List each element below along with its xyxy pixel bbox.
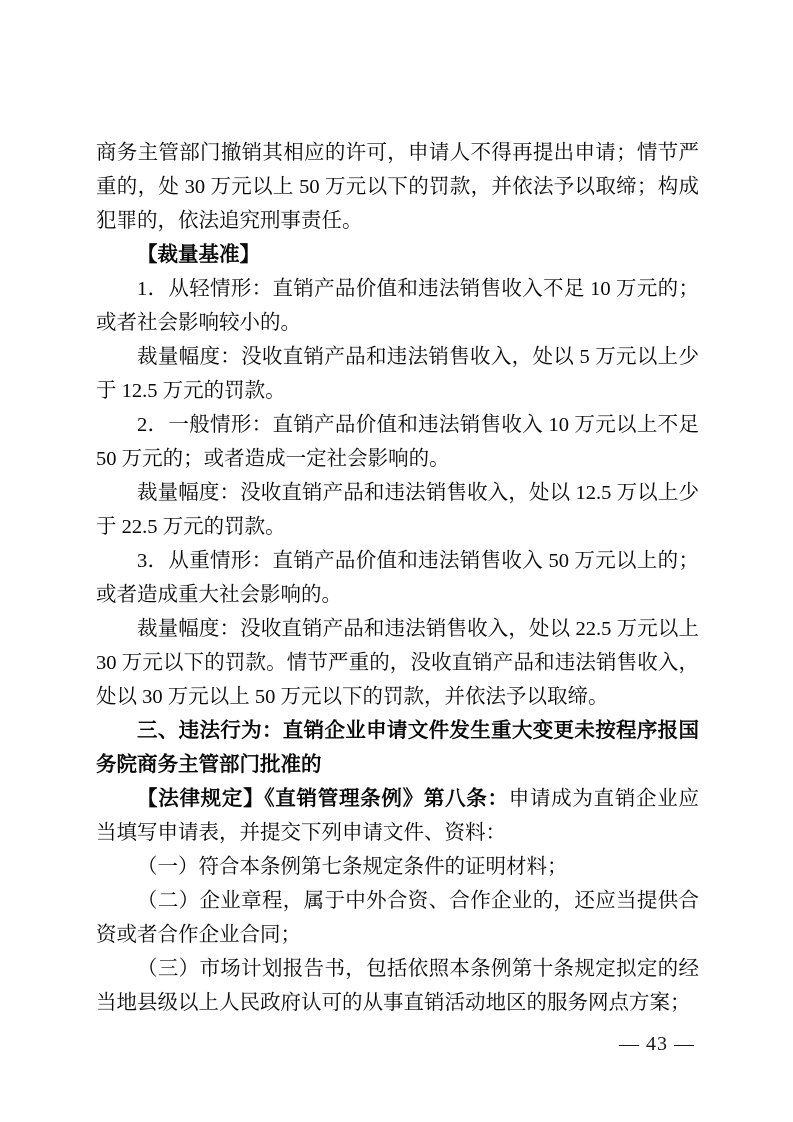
- para-item3-discretion-range: 裁量幅度：没收直销产品和违法销售收入，处以 22.5 万元以上 30 万元以下的罚款。情节严重的，没收直销产品和违法销售收入，处以 30 万元以上 50 万元以下的罚款，并依法予以取缔。: [96, 618, 699, 708]
- heading-violation-three: 三、违法行为：直销企业申请文件发生重大变更未按程序报国务院商务主管部门批准的: [96, 719, 699, 776]
- legal-provision-text: 申请成为直销企业应当填写申请表，并提交下列申请文件、资料：: [96, 788, 700, 844]
- para-item1-light-circumstance: 1．从轻情形：直销产品价值和违法销售收入不足 10 万元的；或者社会影响较小的。: [96, 278, 699, 334]
- page-number: — 43 —: [619, 1033, 695, 1055]
- para-legal-provision: [96, 782, 699, 850]
- para-penalty-continuation: 商务主管部门撤销其相应的许可，申请人不得再提出申请；情节严重的，处 30 万元以上 50 万元以下的罚款，并依法予以取缔；构成犯罪的，依法追究刑事责任。: [96, 142, 699, 232]
- heading-discretion-benchmark: 【裁量基准】: [137, 243, 260, 266]
- legal-provision-label: 【法律规定】《直销管理条例》第八条：: [137, 787, 509, 810]
- para-subitem-two: （二）企业章程，属于中外合资、合作企业的，还应当提供合资或者合作企业合同；: [96, 890, 699, 946]
- para-subitem-one: （一）符合本条例第七条规定条件的证明材料；: [137, 856, 568, 878]
- para-item3-heavy-circumstance: 3．从重情形：直销产品价值和违法销售收入 50 万元以上的；或者造成重大社会影响的。: [96, 550, 699, 606]
- para-item2-discretion-range: 裁量幅度：没收直销产品和违法销售收入，处以 12.5 万以上少于 22.5 万元的罚款。: [96, 482, 699, 538]
- document-body: [96, 136, 699, 1020]
- para-item2-general-circumstance: 2．一般情形：直销产品价值和违法销售收入 10 万元以上不足 50 万元的；或者造成一定社会影响的。: [96, 414, 699, 470]
- para-item1-discretion-range: 裁量幅度：没收直销产品和违法销售收入，处以 5 万元以上少于 12.5 万元的罚款。: [96, 346, 699, 402]
- para-subitem-three: （三）市场计划报告书，包括依照本条例第十条规定拟定的经当地县级以上人民政府认可的从事直销活动地区的服务网点方案；: [96, 958, 699, 1014]
